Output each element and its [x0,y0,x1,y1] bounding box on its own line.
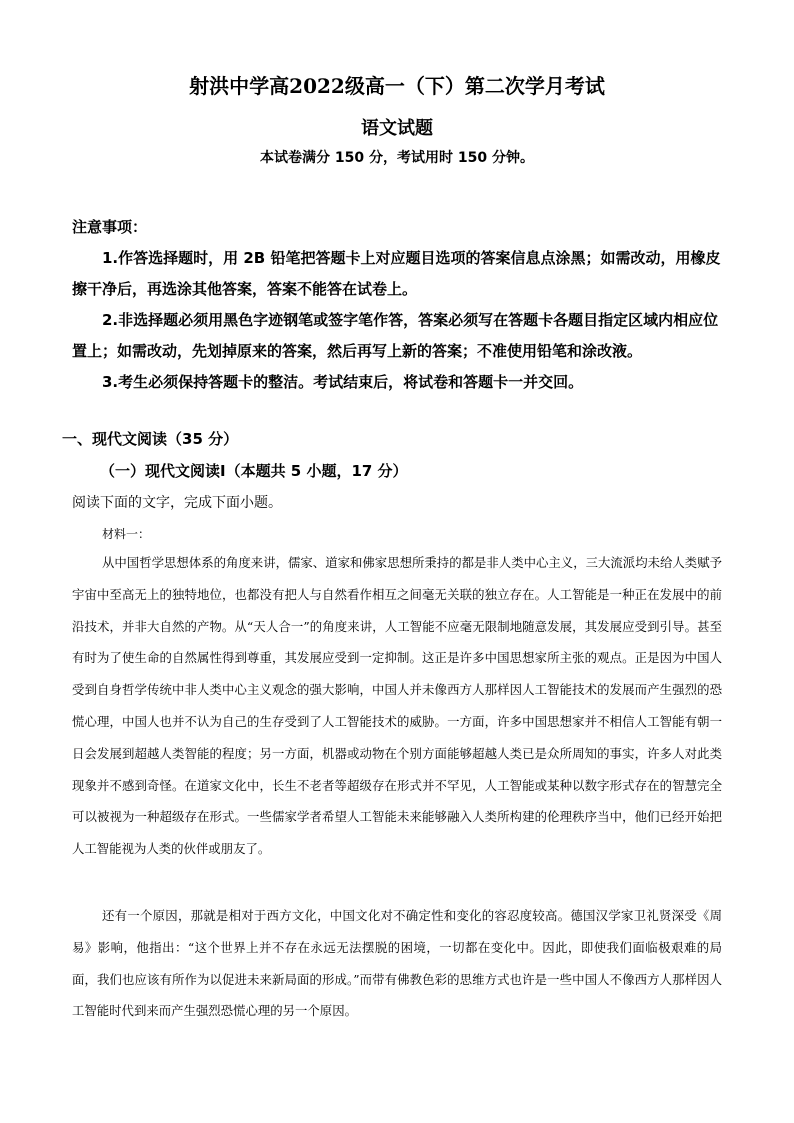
notice-item-2: 2.非选择题必须用黑色字迹钢笔或签字笔作答，答案必须写在答题卡各题目指定区域内相应位置上；如需改动，先划掉原来的答案，然后再写上新的答案；不准使用铅笔和涂改液。 [72,311,719,360]
score-note: 本试卷满分 150 分，考试用时 150 分钟。 [260,150,534,166]
exam-title: 射洪中学高2022级高一（下）第二次学月考试 [189,74,605,98]
notice-heading: 注意事项： [72,218,148,236]
subsection-title: （一）现代文阅读Ⅰ（本题共 5 小题，17 分） [100,462,408,480]
reading-instruction: 阅读下面的文字，完成下面小题。 [72,495,282,511]
notice-item-1: 1.作答选择题时，用 2B 铅笔把答题卡上对应题目选项的答案信息点涂黑；如需改动，用橡皮擦干净后，再选涂其他答案，答案不能答在试卷上。 [72,249,721,298]
material-label: 材料一： [102,527,151,541]
section-title: 一、现代文阅读（35 分） [62,430,239,448]
notice-block [72,212,722,398]
material-paragraph-2: 还有一个原因，那就是相对于西方文化，中国文化对不确定性和变化的容忍度较高。德国汉学家卫礼贤深受《周易》影响，他指出：“这个世界上并不存在永远无法摆脱的困境，一切都在变化中。因此，即使我们面临极艰难的局面，我们也应该有所作为以促进未来新局面的形成。”而带有佛教色彩的思维方式也许是一些中国人不像西方人那样因人工智能时代到来而产生强烈恐慌心理的另一个原因。 [72,908,722,1019]
notice-item-3: 3.考生必须保持答题卡的整洁。考试结束后，将试卷和答题卡一并交回。 [102,373,584,391]
exam-subtitle: 语文试题 [361,118,433,139]
material-paragraph-1: 从中国哲学思想体系的角度来讲，儒家、道家和佛家思想所秉持的都是非人类中心主义，三大流派均未给人类赋予宇宙中至高无上的独特地位，也都没有把人与自然看作相互之间毫无关联的独立存在。人工智能是一种正在发展中的前沿技术，并非大自然的产物。从“天人合一”的角度来讲，人工智能不应毫无限制地随意发展，其发展应受到引导。甚至有时为了使生命的自然属性得到尊重，其发展应受到一定抑制。这正是许多中国思想家所主张的观点。正是因为中国人受到自身哲学传统中非人类中心主义观念的强大影响，中国人并未像西方人那样因人工智能技术的发展而产生强烈的恐慌心理，中国人也并不认为自己的生存受到了人工智能技术的威胁。一方面，许多中国思想家并不相信人工智能有朝一日会发展到超越人类智能的程度；另一方面，机器或动物在个别方面能够超越人类已是众所周知的事实，许多人对此类现象并不感到奇怪。在道家文化中，长生不老者等超级存在形式并不罕见，人工智能或某种以数字形式存在的智慧完全可以被视为一种超级存在形式。一些儒家学者希望人工智能未来能够融入人类所构建的伦理秩序当中，他们已经开始把人工智能视为人类的伙伴或朋友了。 [72,555,722,857]
